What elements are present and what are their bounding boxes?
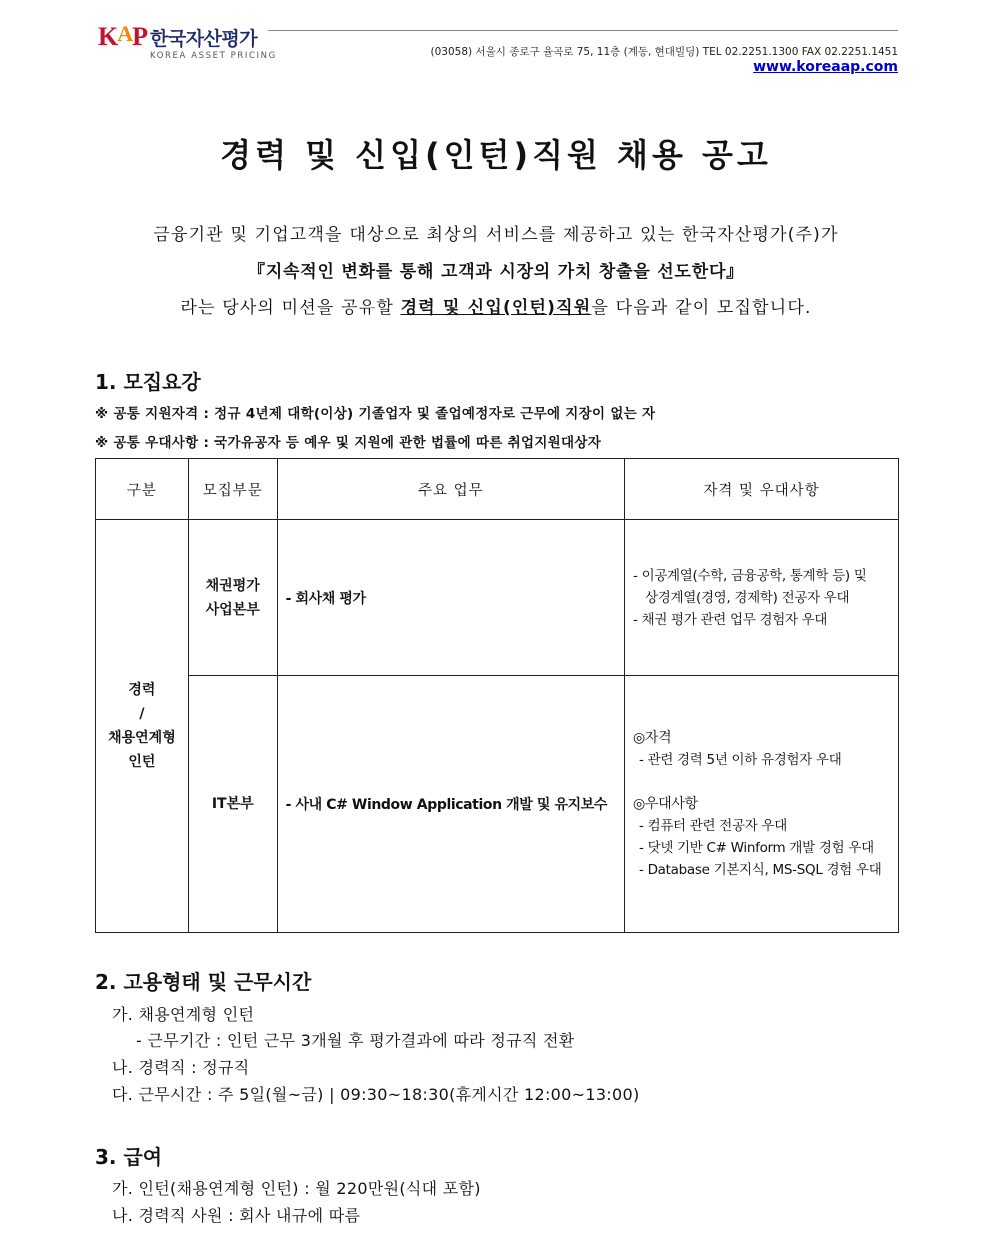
intro-line-3-highlight: 경력 및 신입(인턴)직원 — [400, 298, 592, 318]
salary-item: 가. 인턴(채용연계형 인턴) : 월 220만원(식대 포함) — [112, 1179, 481, 1198]
table-row — [96, 520, 899, 676]
qualification-heading: ◎자격 — [633, 730, 672, 746]
kap-logo-mark: KAP — [98, 21, 148, 51]
category-line: 인턴 — [128, 754, 156, 770]
department-cell — [188, 520, 277, 676]
company-name-korean: 한국자산평가 — [150, 28, 258, 50]
intro-mission: 『지속적인 변화를 통해 고객과 시장의 가치 창출을 선도한다』 — [248, 262, 744, 282]
department-cell — [188, 676, 277, 933]
intro-line-3-post: 을 다음과 같이 모집합니다. — [591, 298, 812, 318]
qualification-cell — [625, 520, 899, 676]
category-line: 경력 — [128, 682, 156, 698]
recruitment-table — [95, 458, 899, 933]
qualification-line: - 컴퓨터 관련 전공자 우대 — [639, 818, 787, 834]
header-qualifications: 자격 및 우대사항 — [625, 459, 899, 520]
duties-cell: - 사내 C# Window Application 개발 및 유지보수 — [277, 676, 624, 933]
category-cell — [96, 520, 189, 933]
department-line: IT본부 — [211, 796, 254, 812]
table-row — [96, 676, 899, 933]
qualification-line: - Database 기본지식, MS-SQL 경험 우대 — [639, 862, 882, 878]
qualification-cell — [625, 676, 899, 933]
page-title: 경력 및 신입(인턴)직원 채용 공고 — [220, 136, 772, 174]
intro-line-1: 금융기관 및 기업고객을 대상으로 최상의 서비스를 제공하고 있는 한국자산평가(주)가 — [153, 225, 839, 245]
header-divider — [268, 30, 898, 31]
company-address: (03058) 서울시 종로구 율곡로 75, 11층 (계동, 현대빌딩) TEL 02.2251.1300 FAX 02.2251.1451 — [430, 46, 898, 58]
header-main-duties: 주요 업무 — [277, 459, 624, 520]
intro-line-3-pre: 라는 당사의 미션을 공유할 — [180, 298, 401, 318]
department-line: 사업본부 — [205, 601, 260, 618]
qualification-line: 상경계열(경영, 경제학) 전공자 우대 — [645, 589, 850, 606]
common-qualification-note: ※ 공통 지원자격 : 정규 4년제 대학(이상) 기졸업자 및 졸업예정자로 근무에 지장이 없는 자 — [95, 406, 656, 422]
website-link[interactable]: www.koreaap.com — [753, 59, 898, 75]
preference-heading: ◎우대사항 — [633, 796, 698, 812]
employment-type-detail: - 근무기간 : 인턴 근무 3개월 후 평가결과에 따라 정규직 전환 — [136, 1031, 575, 1050]
intro-line-3 — [0, 293, 992, 318]
company-logo — [98, 18, 278, 66]
company-name-english: KOREA ASSET PRICING — [150, 51, 277, 61]
category-line: 채용연계형 — [108, 730, 176, 746]
section-3-title: 3. 급여 — [95, 1145, 163, 1169]
employment-type-item: 나. 경력직 : 정규직 — [112, 1058, 250, 1077]
header-category: 구분 — [96, 459, 189, 520]
qualification-spacer — [633, 771, 898, 793]
working-hours-item: 다. 근무시간 : 주 5일(월~금) | 09:30~18:30(휴게시간 12:00~13:00) — [112, 1085, 640, 1104]
section-1-title: 1. 모집요강 — [95, 370, 201, 394]
qualification-line: - 채권 평가 관련 업무 경험자 우대 — [633, 611, 828, 628]
duties-cell: - 회사채 평가 — [277, 520, 624, 676]
department-line: 채권평가 — [205, 577, 260, 594]
category-line: / — [139, 706, 145, 722]
table-header-row — [96, 459, 899, 520]
qualification-line: - 이공계열(수학, 금융공학, 통계학 등) 및 — [633, 567, 867, 584]
qualification-line: - 닷넷 기반 C# Winform 개발 경험 우대 — [639, 840, 874, 856]
salary-item: 나. 경력직 사원 : 회사 내규에 따름 — [112, 1206, 361, 1225]
section-2-title: 2. 고용형태 및 근무시간 — [95, 970, 312, 994]
header-department: 모집부문 — [188, 459, 277, 520]
employment-type-item: 가. 채용연계형 인턴 — [112, 1005, 255, 1024]
qualification-line: - 관련 경력 5년 이하 유경험자 우대 — [639, 752, 842, 768]
common-preference-note: ※ 공통 우대사항 : 국가유공자 등 예우 및 지원에 관한 법률에 따른 취업지원대상자 — [95, 435, 602, 451]
